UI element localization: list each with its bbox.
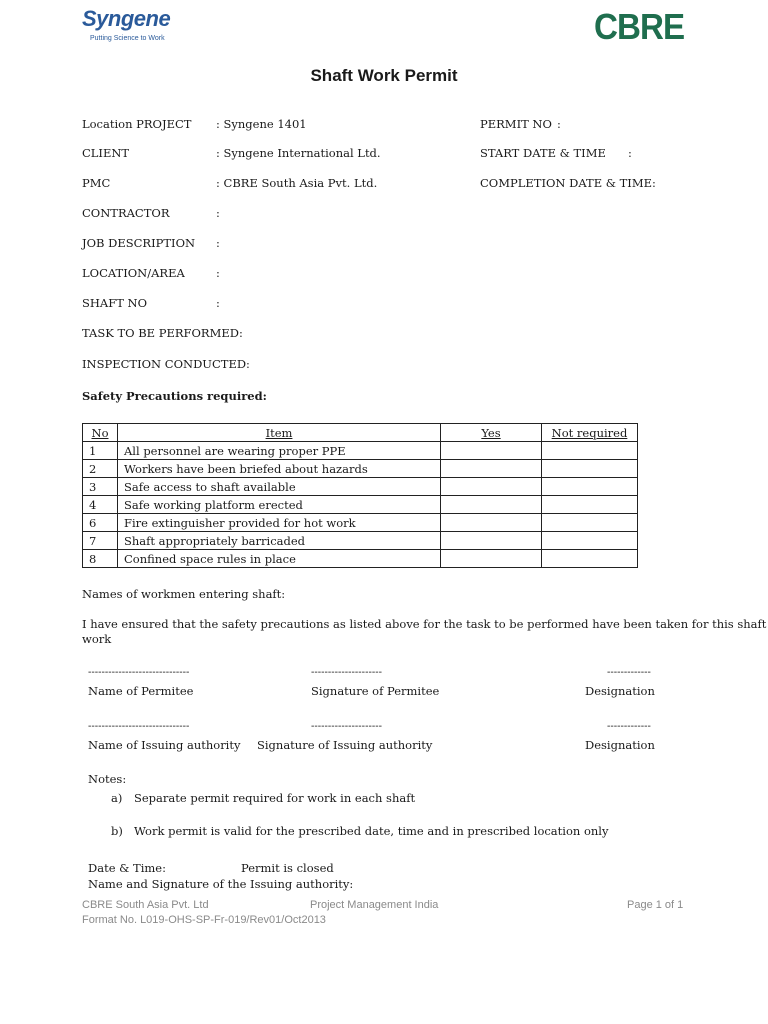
row-not-required-cell[interactable] (542, 532, 638, 550)
row-yes-cell[interactable] (441, 514, 542, 532)
row-not-required-cell[interactable] (542, 550, 638, 568)
row-number: 1 (83, 442, 118, 460)
job-description-colon: : (216, 236, 220, 250)
table-row (83, 442, 638, 460)
page-title: Shaft Work Permit (310, 66, 458, 85)
issuer-name-line: ------------------------------ (88, 721, 190, 732)
permit-closed-label: Permit is closed (241, 861, 334, 875)
footer-page-number: Page 1 of 1 (627, 899, 684, 911)
row-item: Safe working platform erected (118, 496, 441, 514)
column-header-not-required: Not required (542, 424, 638, 442)
table-row (83, 460, 638, 478)
row-number: 6 (83, 514, 118, 532)
row-yes-cell[interactable] (441, 496, 542, 514)
notes-heading: Notes: (88, 772, 127, 786)
row-item: Confined space rules in place (118, 550, 441, 568)
footer-department: Project Management India (310, 899, 439, 911)
row-item: All personnel are wearing proper PPE (118, 442, 441, 460)
row-not-required-cell[interactable] (542, 514, 638, 532)
row-yes-cell[interactable] (441, 550, 542, 568)
workmen-label: Names of workmen entering shaft: (82, 587, 286, 601)
row-yes-cell[interactable] (441, 478, 542, 496)
location-area-colon: : (216, 266, 220, 280)
column-header-item: Item (118, 424, 441, 442)
permitee-name-line: ------------------------------ (88, 667, 190, 678)
declaration-text-cont: work (82, 632, 112, 646)
issuer-designation-line: ------------- (607, 721, 651, 732)
table-row (83, 478, 638, 496)
row-number: 8 (83, 550, 118, 568)
issuer-name-label: Name of Issuing authority (88, 738, 241, 752)
table-row (83, 550, 638, 568)
location-project-value: : Syngene 1401 (216, 117, 307, 131)
note-marker: b) (111, 824, 123, 838)
row-not-required-cell[interactable] (542, 478, 638, 496)
row-item: Safe access to shaft available (118, 478, 441, 496)
permit-no-label: PERMIT NO (480, 117, 552, 131)
note-text: Work permit is valid for the prescribed date, time and in prescribed location only (134, 824, 609, 838)
cbre-logo: CBRE (594, 6, 685, 47)
shaft-no-colon: : (216, 296, 220, 310)
contractor-label: CONTRACTOR (82, 206, 170, 220)
client-value: : Syngene International Ltd. (216, 146, 381, 160)
start-date-label: START DATE & TIME (480, 146, 606, 160)
note-text: Separate permit required for work in each shaft (134, 791, 416, 805)
permitee-designation-line: ------------- (607, 667, 651, 678)
row-item: Workers have been briefed about hazards (118, 460, 441, 478)
permitee-designation-label: Designation (585, 684, 655, 698)
syngene-logo: Syngene (82, 6, 171, 31)
safety-heading: Safety Precautions required: (82, 389, 267, 403)
note-marker: a) (111, 791, 123, 805)
date-time-label: Date & Time: (88, 861, 166, 875)
job-description-label: JOB DESCRIPTION (82, 236, 196, 250)
row-yes-cell[interactable] (441, 442, 542, 460)
shaft-no-label: SHAFT NO (82, 296, 148, 310)
syngene-tagline: Putting Science to Work (90, 35, 165, 42)
permitee-name-label: Name of Permitee (88, 684, 194, 698)
safety-precautions-table (82, 423, 638, 568)
row-not-required-cell[interactable] (542, 460, 638, 478)
issuer-designation-label: Designation (585, 738, 655, 752)
table-row (83, 514, 638, 532)
row-not-required-cell[interactable] (542, 442, 638, 460)
row-item: Fire extinguisher provided for hot work (118, 514, 441, 532)
contractor-colon: : (216, 206, 220, 220)
pmc-value: : CBRE South Asia Pvt. Ltd. (216, 176, 378, 190)
row-item: Shaft appropriately barricaded (118, 532, 441, 550)
row-number: 3 (83, 478, 118, 496)
row-number: 4 (83, 496, 118, 514)
table-header-row (83, 424, 638, 442)
issuer-signature-label: Signature of Issuing authority (257, 738, 433, 752)
footer-format-number: Format No. L019-OHS-SP-Fr-019/Rev01/Oct2013 (82, 914, 326, 926)
permitee-signature-label: Signature of Permitee (311, 684, 440, 698)
completion-date-label: COMPLETION DATE & TIME: (480, 176, 656, 190)
row-not-required-cell[interactable] (542, 496, 638, 514)
pmc-label: PMC (82, 176, 111, 190)
column-header-yes: Yes (441, 424, 542, 442)
location-project-label: Location PROJECT (82, 117, 192, 131)
column-header-no: No (83, 424, 118, 442)
issuer-signature-line: --------------------- (311, 721, 382, 732)
permitee-signature-line: --------------------- (311, 667, 382, 678)
footer-company: CBRE South Asia Pvt. Ltd (82, 899, 209, 911)
row-number: 2 (83, 460, 118, 478)
client-label: CLIENT (82, 146, 130, 160)
issuing-authority-signature-label: Name and Signature of the Issuing authority: (88, 877, 354, 891)
table-row (83, 496, 638, 514)
start-date-colon: : (628, 146, 632, 160)
row-yes-cell[interactable] (441, 460, 542, 478)
row-yes-cell[interactable] (441, 532, 542, 550)
permit-no-colon: : (557, 117, 561, 131)
declaration-text: I have ensured that the safety precautions as listed above for the task to be performed have been taken for this shaft (82, 617, 767, 631)
task-label: TASK TO BE PERFORMED: (82, 326, 243, 340)
location-area-label: LOCATION/AREA (82, 266, 185, 280)
row-number: 7 (83, 532, 118, 550)
table-row (83, 532, 638, 550)
inspection-label: INSPECTION CONDUCTED: (82, 357, 250, 371)
